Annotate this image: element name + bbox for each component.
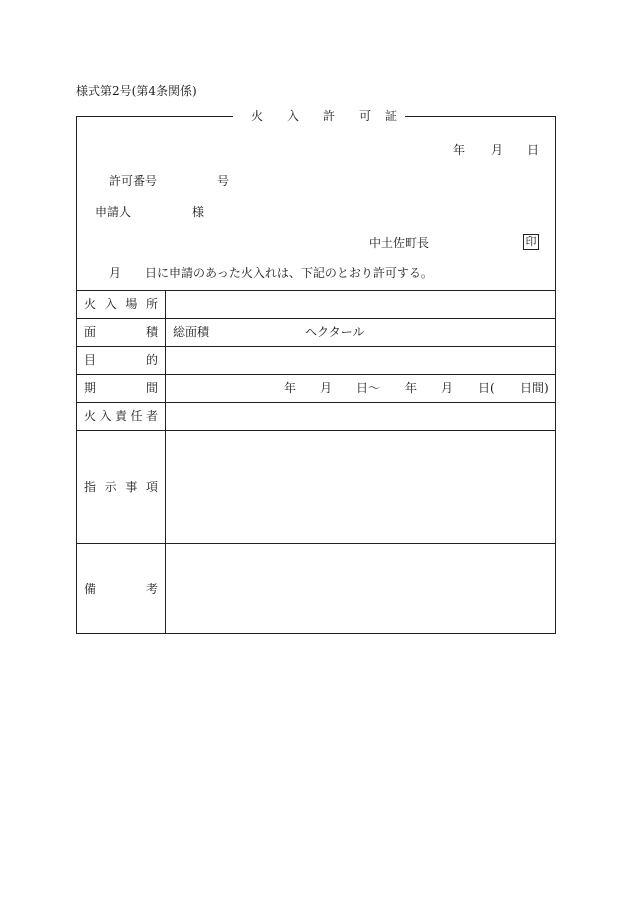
period-end-month: 月 — [441, 381, 454, 395]
form-title — [233, 110, 405, 122]
title-char: 証 — [384, 109, 397, 123]
title-char: 火 — [250, 109, 263, 123]
row-divider — [77, 318, 555, 319]
row-divider — [77, 374, 555, 375]
statement-text: 日に申請のあった火入れは、下記のとおり許可する。 — [145, 266, 433, 280]
statement-month: 月 — [109, 266, 122, 280]
responsible-person-label: 火 入 責 任 者 — [84, 409, 158, 423]
seal-box: 印 — [523, 234, 539, 250]
row-divider — [77, 402, 555, 403]
row-divider — [77, 543, 555, 544]
applicant-honorific: 様 — [192, 205, 205, 219]
issue-date-month: 月 — [491, 143, 504, 157]
period-start-month: 月 — [320, 381, 333, 395]
place-label: 火 入 場 所 — [84, 297, 158, 311]
period-end-day: 日( — [478, 381, 495, 395]
form-number-label: 様式第2号(第4条関係) — [76, 84, 197, 98]
total-area-label: 総面積 — [173, 325, 210, 339]
issue-date-day: 日 — [527, 143, 540, 157]
issuer-title: 中土佐町長 — [369, 236, 430, 250]
permit-number-suffix: 号 — [217, 174, 230, 188]
period-start-year: 年 — [284, 381, 297, 395]
area-unit: ヘクタール — [305, 325, 365, 339]
period-label: 期 間 — [84, 381, 158, 395]
title-char: 入 — [286, 109, 299, 123]
applicant-label: 申請人 — [95, 205, 132, 219]
period-days: 日間) — [520, 381, 549, 395]
row-divider — [77, 346, 555, 347]
title-char: 可 — [358, 109, 371, 123]
row-divider — [77, 290, 555, 291]
column-divider — [165, 290, 166, 633]
period-end-year: 年 — [405, 381, 418, 395]
title-char: 許 — [322, 109, 335, 123]
period-start-day: 日〜 — [356, 381, 381, 395]
permit-form-frame — [76, 109, 556, 634]
permit-number-label: 許可番号 — [109, 174, 158, 188]
issue-date-year: 年 — [453, 143, 466, 157]
remarks-label: 備 考 — [84, 582, 158, 596]
purpose-label: 目 的 — [84, 353, 158, 367]
row-divider — [77, 430, 555, 431]
instructions-label: 指 示 事 項 — [84, 480, 158, 494]
area-label: 面 積 — [84, 325, 158, 339]
